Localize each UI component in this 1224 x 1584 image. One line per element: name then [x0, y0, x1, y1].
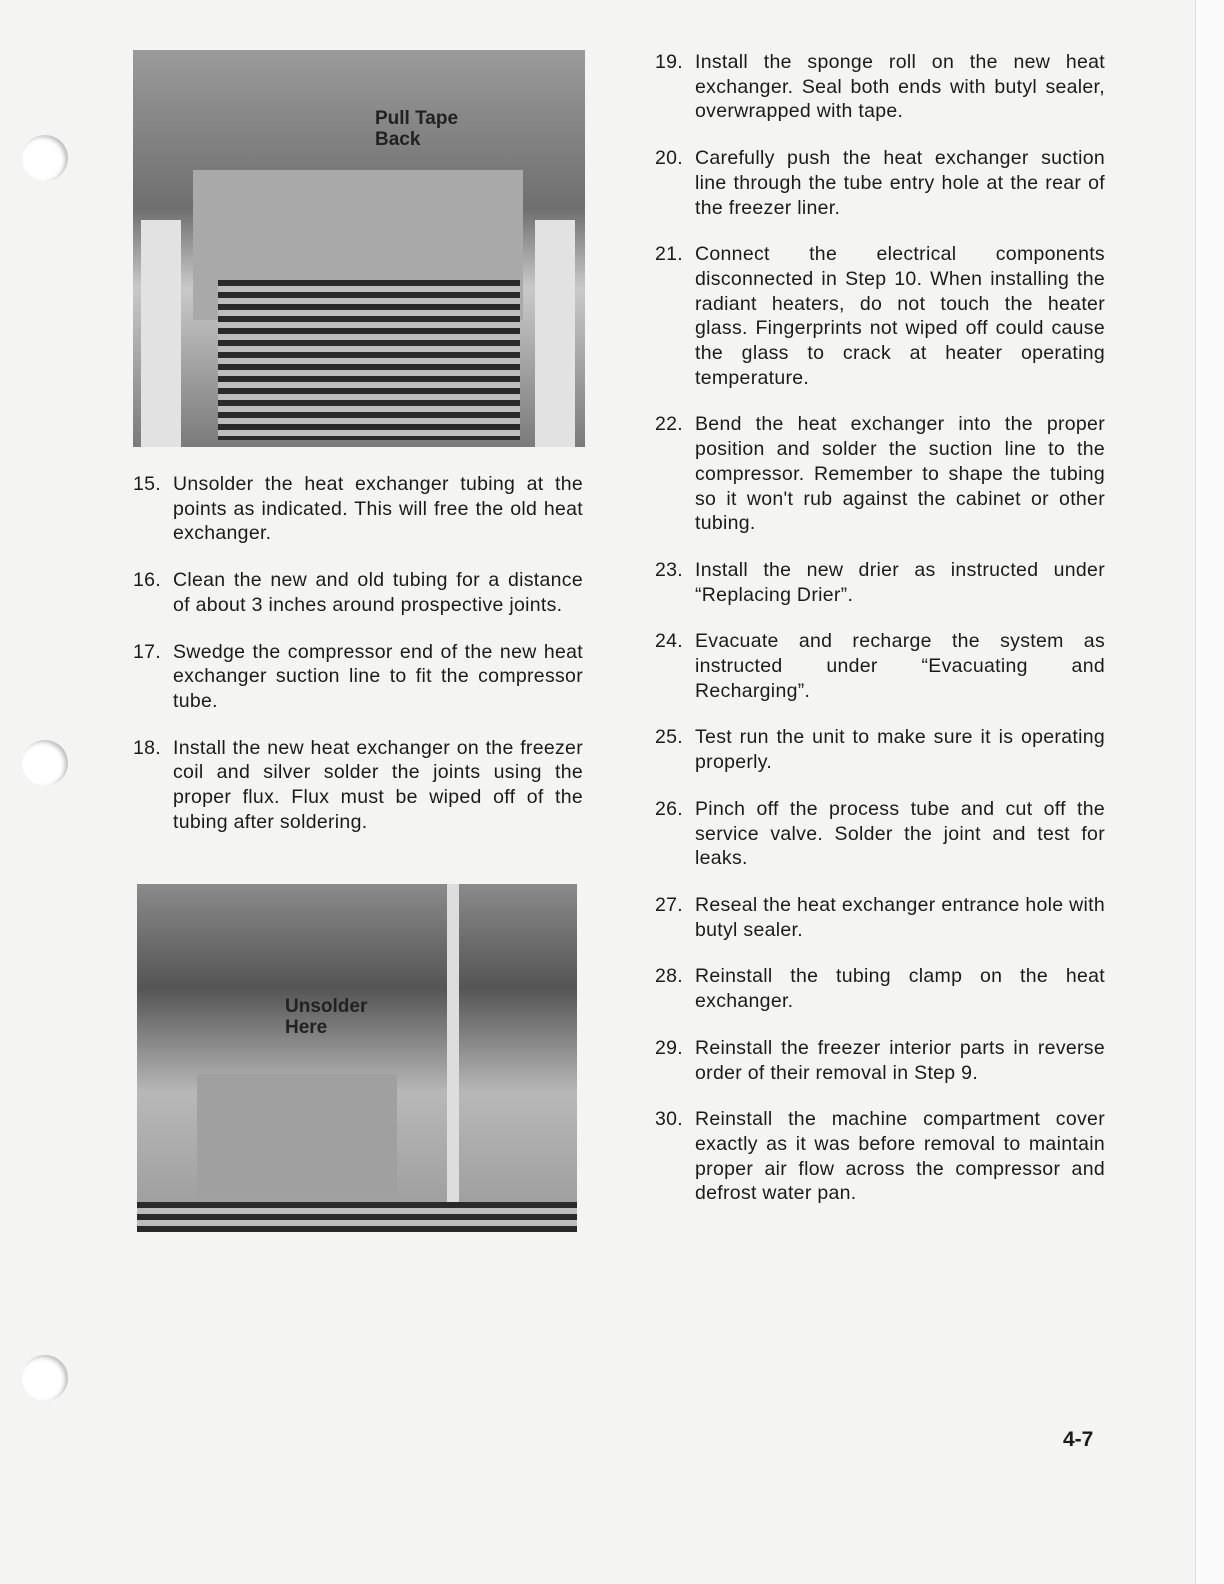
- step-text: Install the new heat exchanger on the freezer coil and silver solder the joints using the proper flux. Flux must be wiped off of the tubing after soldering.: [173, 736, 583, 833]
- page-number: 4-7: [1063, 1428, 1094, 1451]
- step: [655, 242, 1105, 390]
- step-text: Install the new drier as instructed under “Replacing Drier”.: [695, 558, 1105, 606]
- step-number: 18.: [133, 736, 162, 759]
- step-text: Install the sponge roll on the new heat exchanger. Seal both ends with butyl sealer, overwrapped with tape.: [695, 51, 1105, 123]
- step: [655, 146, 1105, 220]
- step-text: Unsolder the heat exchanger tubing at the points as indicated. This will free the old heat exchanger.: [173, 473, 583, 545]
- step-text: Reinstall the freezer interior parts in reverse order of their removal in Step 9.: [695, 1036, 1105, 1084]
- step-text: Test run the unit to make sure it is operating properly.: [695, 726, 1105, 774]
- step-number: 29.: [655, 1036, 684, 1059]
- step-text: Reinstall the tubing clamp on the heat exchanger.: [695, 965, 1105, 1013]
- step-number: 28.: [655, 965, 684, 988]
- binder-hole: [22, 740, 68, 786]
- binder-hole: [22, 1355, 68, 1401]
- step: [655, 1107, 1105, 1206]
- step-number: 26.: [655, 797, 684, 820]
- step-number: 25.: [655, 726, 684, 749]
- step-text: Reinstall the machine compartment cover exactly as it was before removal to maintain proper air flow across the compressor and defrost water pan.: [695, 1108, 1105, 1205]
- step-number: 23.: [655, 558, 684, 581]
- step: [655, 893, 1105, 942]
- step-number: 21.: [655, 243, 684, 266]
- step: [655, 797, 1105, 871]
- step-number: 27.: [655, 893, 684, 916]
- step: [133, 736, 583, 835]
- step: [655, 1036, 1105, 1085]
- step-text: Reseal the heat exchanger entrance hole with butyl sealer.: [695, 893, 1105, 941]
- step: [133, 568, 583, 617]
- step-text: Carefully push the heat exchanger suction line through the tube entry hole at the rear of the freezer liner.: [695, 147, 1105, 219]
- step: [655, 412, 1105, 536]
- step-number: 24.: [655, 630, 684, 653]
- step-text: Bend the heat exchanger into the proper position and solder the suction line to the compressor. Remember to shape the tubing so it won't rub against the cabinet or other tubing.: [695, 413, 1105, 535]
- step-number: 17.: [133, 640, 162, 663]
- photo-label: Pull Tape Back: [375, 108, 459, 150]
- step: [133, 472, 583, 546]
- step: [655, 964, 1105, 1013]
- page-edge: [1195, 0, 1224, 1584]
- step-text: Swedge the compressor end of the new heat exchanger suction line to fit the compressor tube.: [173, 640, 583, 712]
- step-number: 19.: [655, 51, 684, 73]
- left-steps: [133, 472, 583, 856]
- photo-freezer-coil: [133, 50, 585, 447]
- step: [655, 629, 1105, 703]
- photo-label: Unsolder Here: [285, 996, 368, 1038]
- photo-unsolder: [137, 884, 577, 1232]
- step-number: 22.: [655, 413, 684, 436]
- step: [655, 558, 1105, 607]
- binder-hole: [22, 135, 68, 181]
- step-number: 15.: [133, 473, 162, 495]
- step-text: Pinch off the process tube and cut off the service valve. Solder the joint and test for leaks.: [695, 797, 1105, 870]
- step-number: 16.: [133, 569, 162, 592]
- step: [655, 50, 1105, 124]
- step-text: Clean the new and old tubing for a distance of about 3 inches around prospective joints.: [173, 569, 583, 616]
- step-text: Connect the electrical components disconnected in Step 10. When installing the radiant heaters, do not touch the heater glass. Fingerprints not wiped off could cause the glass to crack at heater operating temperature.: [695, 243, 1105, 389]
- step-number: 20.: [655, 147, 684, 170]
- step-text: Evacuate and recharge the system as instructed under “Evacuating and Recharging”.: [695, 630, 1105, 702]
- step: [133, 640, 583, 714]
- step: [655, 725, 1105, 774]
- step-number: 30.: [655, 1108, 684, 1131]
- right-steps: [655, 50, 1105, 1228]
